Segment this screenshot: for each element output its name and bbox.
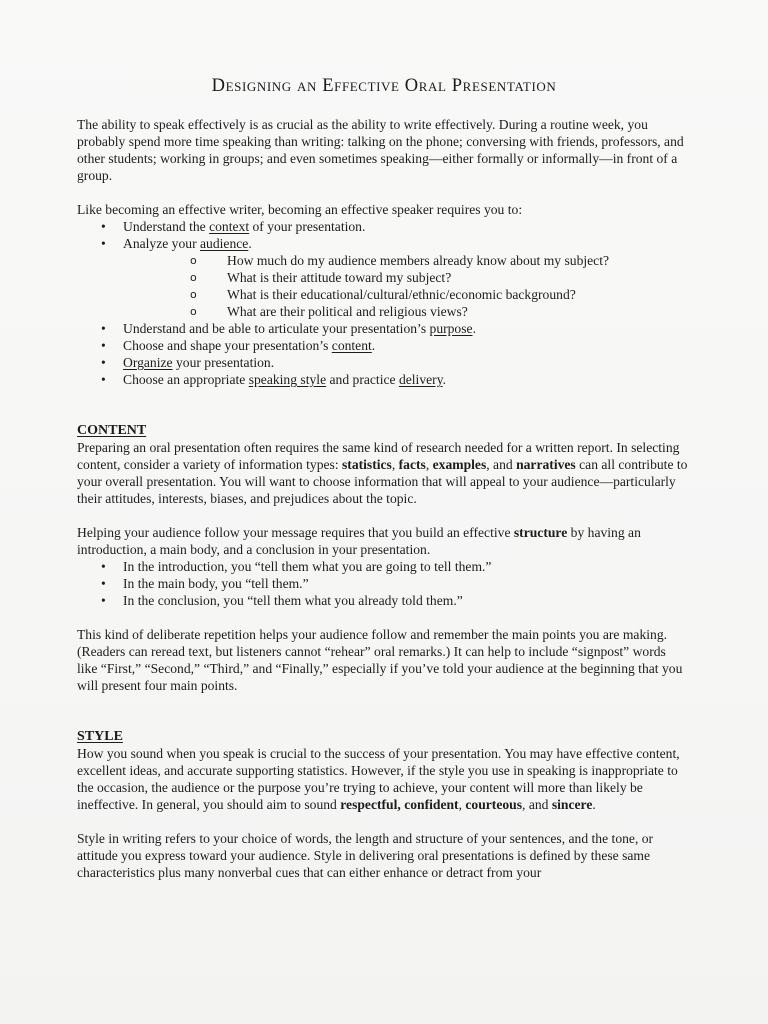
- bullet-icon: •: [101, 321, 106, 336]
- list-item: • In the main body, you “tell them.”: [101, 576, 309, 591]
- term-speaking-style: speaking style: [248, 372, 327, 387]
- requirements-lead: Like becoming an effective writer, becoming an effective speaker requires you to:: [77, 202, 523, 217]
- audience-questions-list: [123, 252, 689, 320]
- bullet-icon: •: [101, 372, 106, 387]
- bullet-icon: •: [101, 559, 106, 574]
- term-audience: audience: [200, 236, 249, 251]
- list-item: • Understand and be able to articulate your presentation’s purpose.: [101, 321, 476, 336]
- structure-list: [77, 558, 689, 609]
- bullet-icon: •: [101, 576, 106, 591]
- content-paragraph-2: Helping your audience follow your message requires that you build an effective structure by having an introduction, a main body, and a conclusion in your presentation.: [77, 525, 641, 557]
- bullet-icon: •: [101, 593, 106, 608]
- circle-bullet-icon: o: [190, 254, 197, 267]
- intro-paragraph: The ability to speak effectively is as crucial as the ability to write effectively. During a routine week, you probably spend more time speaking than writing: talking on the phone; conversing with friends, professors, and other students; working in groups; and even sometimes speaking—either formally or informally—in front of a group.: [77, 117, 684, 183]
- list-item: o What is their educational/cultural/ethnic/economic background?: [190, 287, 576, 302]
- bullet-icon: •: [101, 355, 106, 370]
- bullet-icon: •: [101, 219, 106, 234]
- term-delivery: delivery: [398, 372, 443, 387]
- requirements-list: [77, 218, 689, 388]
- content-paragraph-3: This kind of deliberate repetition helps your audience follow and remember the main points you are making. (Readers can reread text, but listeners cannot “rehear” oral remarks.) It can help to include “signpost” words like “First,” “Second,” “Third,” and “Finally,” especially if you’ve told your audience at the beginning that you will present four main points.: [77, 627, 683, 693]
- circle-bullet-icon: o: [190, 271, 197, 284]
- style-paragraph-1: How you sound when you speak is crucial to the success of your presentation. You may have effective content, excellent ideas, and accurate supporting statistics. However, if the style you use in speaking is inappropriate to the occasion, the audience or the purpose you’re trying to achieve, your content will more than likely be ineffective. In general, you should aim to sound respectful, confident, courteous, and sincere.: [77, 746, 680, 812]
- list-item: • Analyze your audience. o How much do my audience members already know about my subject? o What is their attitude toward my subject? o What is their educational/cultural/ethnic/economic background? o What are their political and religious views?: [77, 235, 689, 320]
- circle-bullet-icon: o: [190, 288, 197, 301]
- term-content: content: [331, 338, 372, 353]
- list-item: • In the conclusion, you “tell them what you already told them.”: [101, 593, 463, 608]
- list-item: • Choose and shape your presentation’s content.: [101, 338, 376, 353]
- term-organize: Organize: [123, 355, 173, 370]
- bullet-icon: •: [101, 236, 106, 251]
- section-heading-content: CONTENT: [77, 423, 147, 438]
- circle-bullet-icon: o: [190, 305, 197, 318]
- style-paragraph-2: Style in writing refers to your choice of words, the length and structure of your sentences, and the tone, or attitude you express toward your audience. Style in delivering oral presentations is defined by these same characteristics plus many nonverbal cues that can either enhance or detract from your: [77, 831, 654, 880]
- page-title: Designing an Effective Oral Presentation: [211, 76, 557, 96]
- content-paragraph-1: Preparing an oral presentation often requires the same kind of research needed for a written report. In selecting content, consider a variety of information types: statistics, facts, examples, and narratives can all contribute to your overall presentation. You will want to choose information that will appeal to your audience—particularly their attitudes, interests, biases, and prejudices about the topic.: [77, 440, 688, 506]
- list-item: o How much do my audience members already know about my subject?: [190, 253, 610, 268]
- term-context: context: [209, 219, 250, 234]
- section-heading-style: STYLE: [77, 729, 123, 744]
- list-item: o What is their attitude toward my subject?: [190, 270, 452, 285]
- bullet-icon: •: [101, 338, 106, 353]
- list-item: • In the introduction, you “tell them what you are going to tell them.”: [101, 559, 492, 574]
- document-body: [77, 116, 689, 881]
- list-item: • Organize your presentation.: [101, 355, 275, 370]
- list-item: • Choose an appropriate speaking style and practice delivery.: [101, 372, 447, 387]
- term-purpose: purpose: [429, 321, 473, 336]
- list-item: o What are their political and religious views?: [190, 304, 468, 319]
- list-item: • Understand the context of your presentation.: [101, 219, 366, 234]
